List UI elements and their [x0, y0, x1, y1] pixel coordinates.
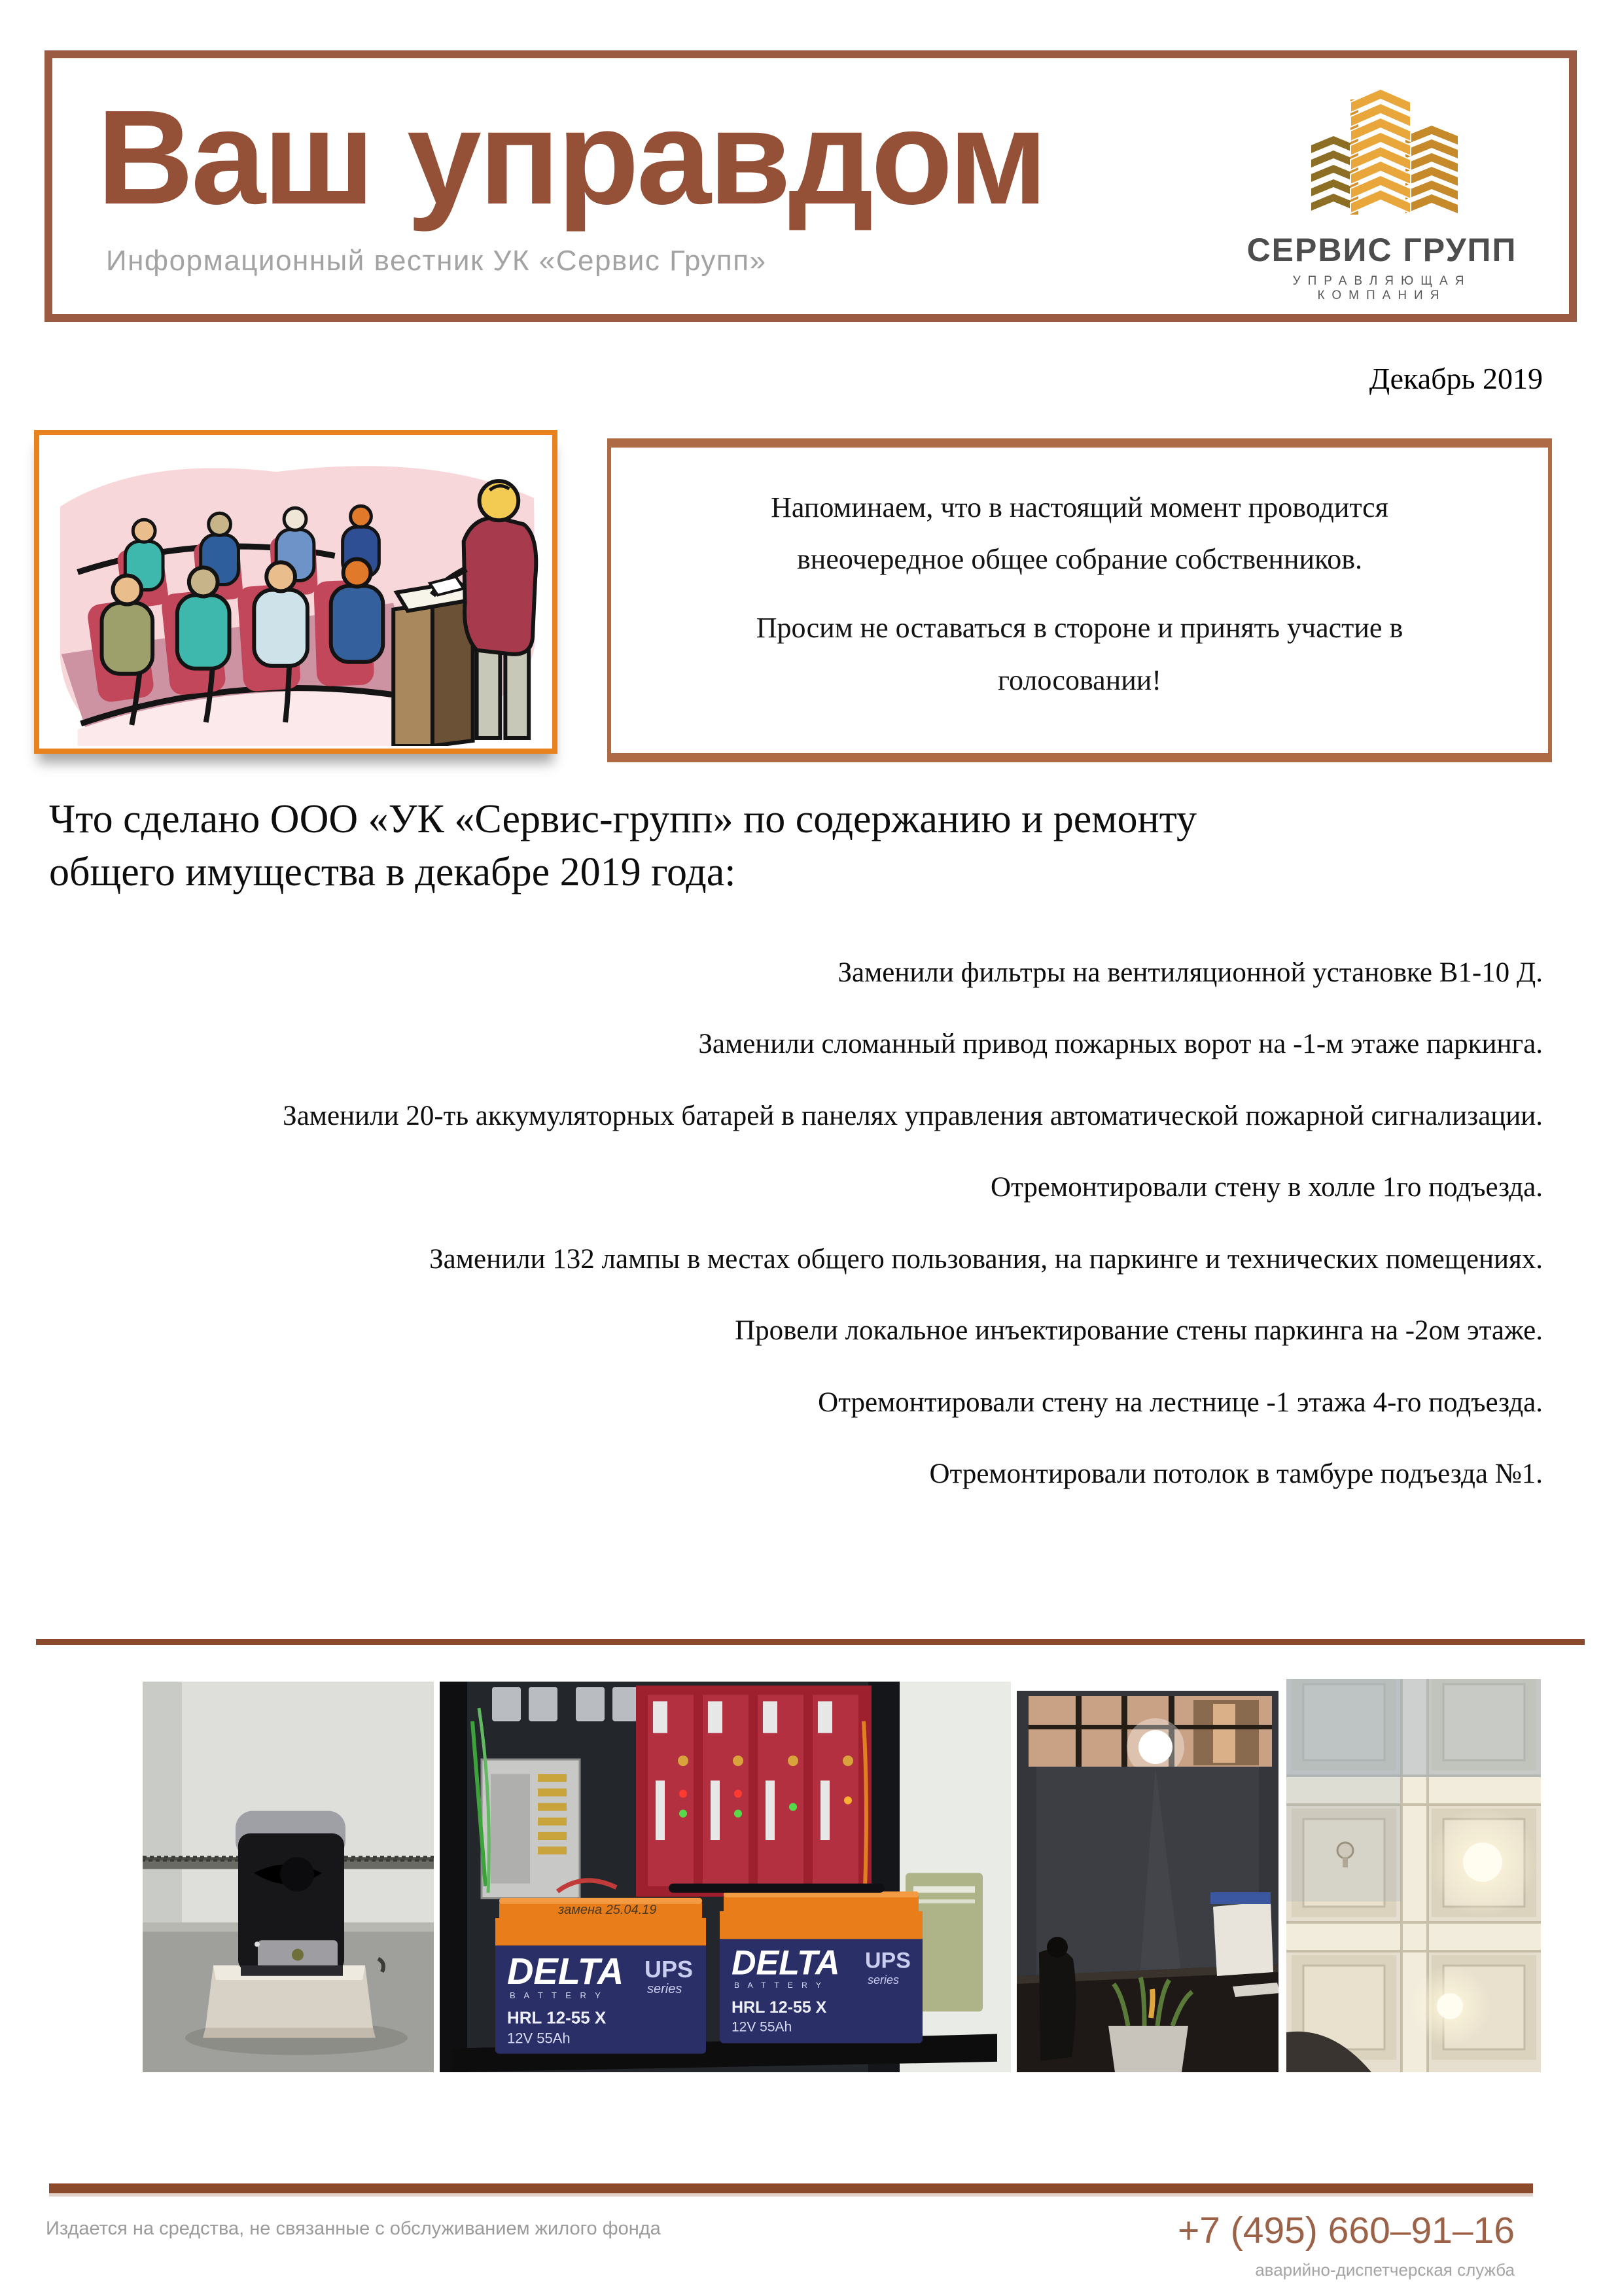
list-item: Заменили 20-ть аккумуляторных батарей в панелях управления автоматической пожарной сигнализации. [283, 1100, 1543, 1131]
battery-series: UPS [644, 1955, 693, 1983]
list-item: Отремонтировали стену в холле 1го подъезда. [991, 1172, 1543, 1203]
phone-caption: аварийно-диспетчерская служба [1255, 2260, 1515, 2280]
logo-tagline: УПРАВЛЯЮЩАЯ КОМПАНИЯ [1292, 274, 1472, 302]
logo-name: СЕРВИС ГРУПП [1246, 232, 1517, 268]
phone-number: +7 (495) 660–91–16 [1177, 2210, 1515, 2252]
works-list [49, 957, 1543, 1530]
battery-brand: DELTA [507, 1950, 624, 1992]
photo-gate-drive [143, 1682, 434, 2072]
footer-note: Издается на средства, не связанные с обслуживанием жилого фонда [46, 2218, 661, 2239]
battery-model: HRL 12-55 X [507, 2007, 607, 2028]
battery-handwriting: замена 25.04.19 [558, 1902, 657, 1917]
list-item: Заменили фильтры на вентиляционной установке В1-10 Д. [837, 957, 1543, 988]
list-item: Отремонтировали потолок в тамбуре подъезда №1. [929, 1458, 1543, 1490]
section-heading [49, 793, 1574, 898]
battery-brand-sub: B A T T E R Y [510, 1990, 604, 2001]
section-heading-line2: общего имущества в декабре 2019 года: [49, 849, 736, 894]
list-item: Заменили сломанный привод пожарных ворот на -1-м этаже паркинга. [698, 1029, 1543, 1060]
battery-spec: 12V 55Ah [507, 2030, 571, 2047]
meeting-illustration [42, 438, 550, 746]
meeting-clipart [34, 430, 557, 754]
issue-date: Декабрь 2019 [1369, 362, 1543, 395]
list-item: Заменили 132 лампы в местах общего пользования, на паркинге и технических помещениях. [429, 1243, 1543, 1275]
masthead-subtitle: Информационный вестник УК «Сервис Групп» [106, 245, 767, 277]
list-item: Отремонтировали стену на лестнице -1 этажа 4-го подъезда. [818, 1386, 1543, 1418]
page-title: Ваш управдом [97, 82, 1046, 232]
battery-spec: 12V 55Ah [732, 2019, 792, 2035]
photo-ceiling [1286, 1679, 1541, 2072]
list-item: Провели локальное инъектирование стены паркинга на -2ом этаже. [735, 1315, 1543, 1347]
battery-brand: DELTA [732, 1944, 840, 1983]
battery-series-sub: series [647, 1981, 682, 1997]
battery-series-sub: series [868, 1973, 899, 1987]
photo-fire-panel-batteries [440, 1682, 1011, 2072]
section-divider [36, 1639, 1585, 1645]
buildings-icon [1277, 85, 1487, 224]
announcement-paragraph-1: Напоминаем, что в настоящий момент проводится внеочередное общее собрание собственников. [771, 491, 1388, 576]
announcement-paragraph-2: Просим не оставаться в стороне и принять участие в голосовании! [756, 612, 1403, 696]
photo-hall-wall [1017, 1691, 1278, 2072]
announcement-box [607, 438, 1552, 762]
battery-model: HRL 12-55 X [732, 1998, 827, 2017]
company-logo [1238, 85, 1526, 303]
footer-contact [851, 2209, 1515, 2280]
footer-bar [49, 2183, 1533, 2193]
battery-brand-sub: B A T T E R Y [734, 1980, 824, 1990]
section-heading-line1: Что сделано ООО «УК «Сервис-групп» по содержанию и ремонту [49, 797, 1197, 841]
battery-series: UPS [865, 1948, 911, 1973]
